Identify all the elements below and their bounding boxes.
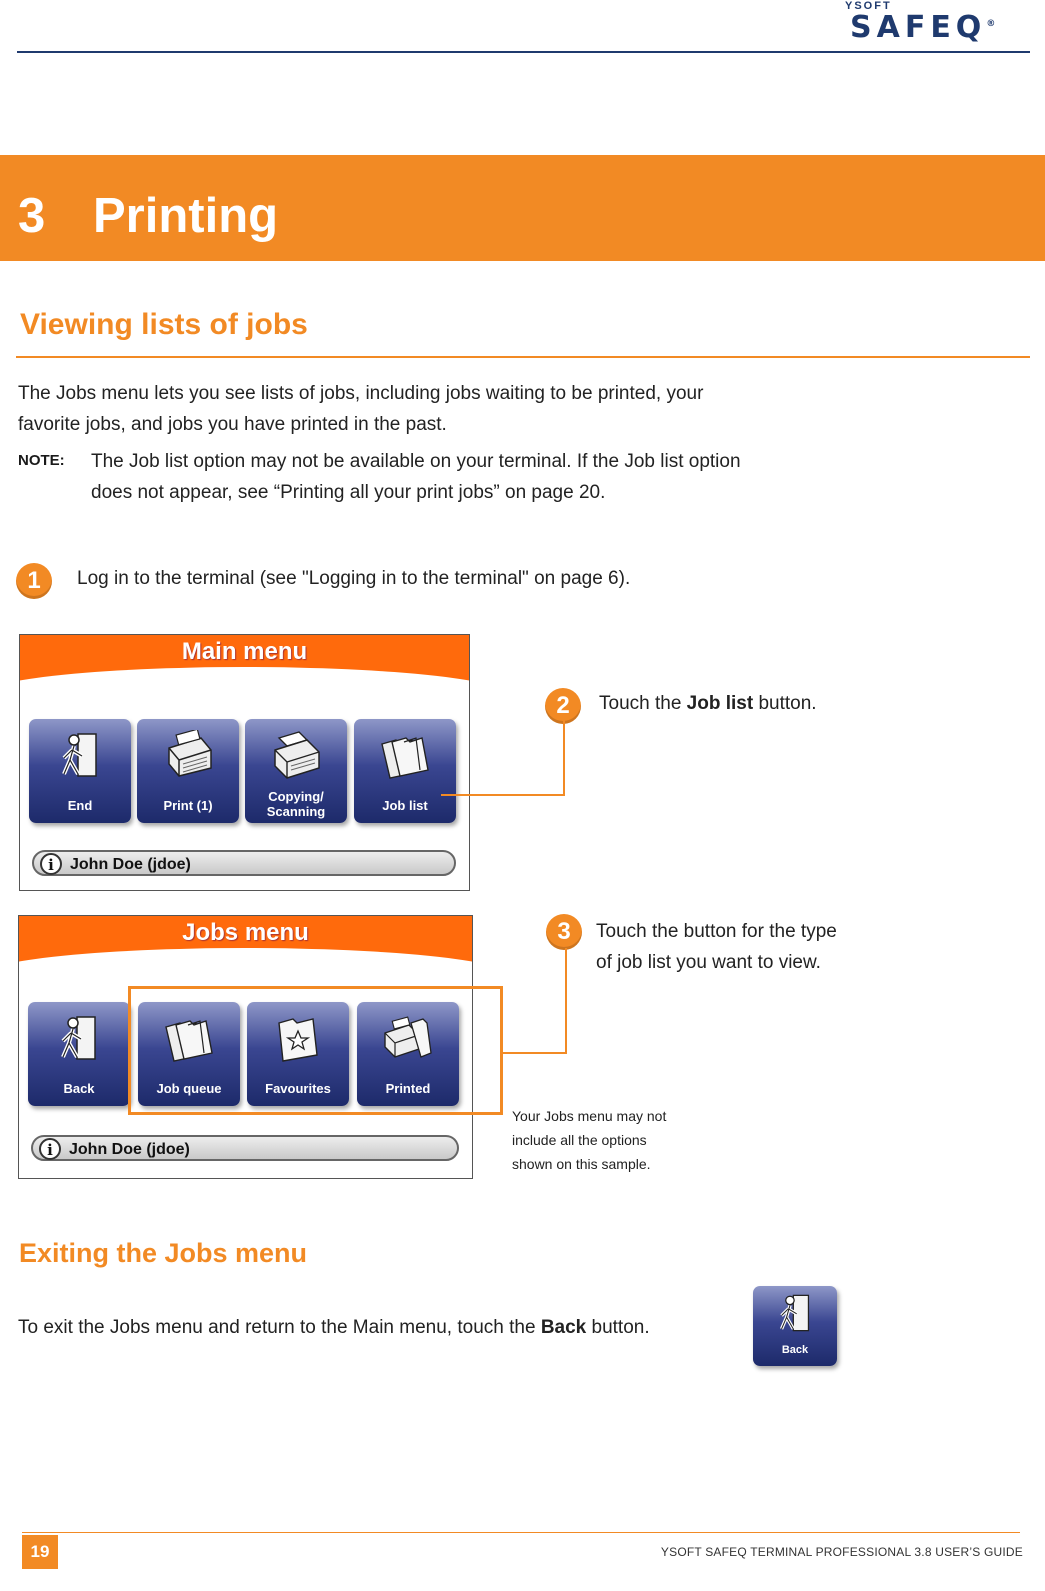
step-2-connector [563,720,565,796]
section-title-viewing: Viewing lists of jobs [20,308,308,341]
folders-icon [354,727,456,783]
chapter-title: Printing [93,189,279,243]
step-3-text: Touch the button for the type of job list you want to view. [596,921,837,973]
safeq-logo: SAFEQ® [850,10,1001,45]
step-2-text: Touch the Job list button. [599,693,817,714]
section-divider [16,356,1030,358]
main-menu-screen [19,634,470,891]
printed-button-label: Printed [385,1081,431,1096]
exit-door-icon [29,727,131,783]
printer-icon [137,727,239,783]
note-text: The Job list option may not be available on your terminal. If the Job list option does not appear, see “Printing all your print jobs” on page 20. [91,451,741,503]
footer-title: YSOFT SAFEQ TERMINAL PROFESSIONAL 3.8 USER’S GUIDE [660,1545,1023,1559]
copying-scanning-button[interactable] [245,719,347,823]
user-bar [31,1135,459,1161]
user-name: John Doe (jdoe) [69,1141,190,1158]
options-disclaimer: Your Jobs menu may not include all the options shown on this sample. [512,1108,667,1172]
page-number: 19 [22,1535,58,1569]
step-3-badge: 3 [546,914,582,950]
step-2-badge: 2 [545,688,581,724]
back-button-sample [753,1286,837,1366]
job-list-button-label: Job list [382,798,428,813]
favourites-button-label: Favourites [265,1081,331,1096]
note-label: NOTE: [18,452,65,469]
back-button[interactable] [28,1002,130,1106]
back-button-label: Back [63,1081,95,1096]
intro-text: The Jobs menu lets you see lists of jobs, including jobs waiting to be printed, your favorite jobs, and jobs you have printed in the past. [18,383,704,435]
footer-divider [22,1532,1020,1533]
main-menu-title: Main menu [20,635,469,687]
step-3-connector [565,948,567,1054]
back-sample-label: Back [781,1344,809,1356]
job-queue-button-label: Job queue [156,1081,222,1096]
jobs-menu-title: Jobs menu [19,916,472,968]
end-button-label: End [67,798,93,813]
print-button[interactable] [137,719,239,823]
info-icon: i [39,1138,61,1160]
step-3-connector-h [503,1052,567,1054]
info-icon: i [40,853,62,875]
user-name: John Doe (jdoe) [70,856,191,873]
section-title-exiting: Exiting the Jobs menu [19,1238,308,1268]
job-list-button[interactable] [354,719,456,823]
logo-top-text: YSOFT [845,0,892,12]
copier-icon [245,727,347,783]
user-bar [32,850,456,876]
chapter-number: 3 [18,189,46,243]
end-button[interactable] [29,719,131,823]
exit-instructions: To exit the Jobs menu and return to the Main menu, touch the Back button. [18,1317,650,1338]
print-button-label: Print (1) [163,798,213,813]
step-1-text: Log in to the terminal (see "Logging in to the terminal" on page 6). [77,568,631,589]
exit-door-icon [28,1010,130,1066]
exit-door-icon [753,1290,837,1336]
copying-scanning-label: Copying/ Scanning [266,789,326,819]
job-type-highlight [128,986,503,1115]
header-divider [17,51,1030,53]
step-2-connector-h [441,794,565,796]
step-1-badge: 1 [16,563,52,599]
